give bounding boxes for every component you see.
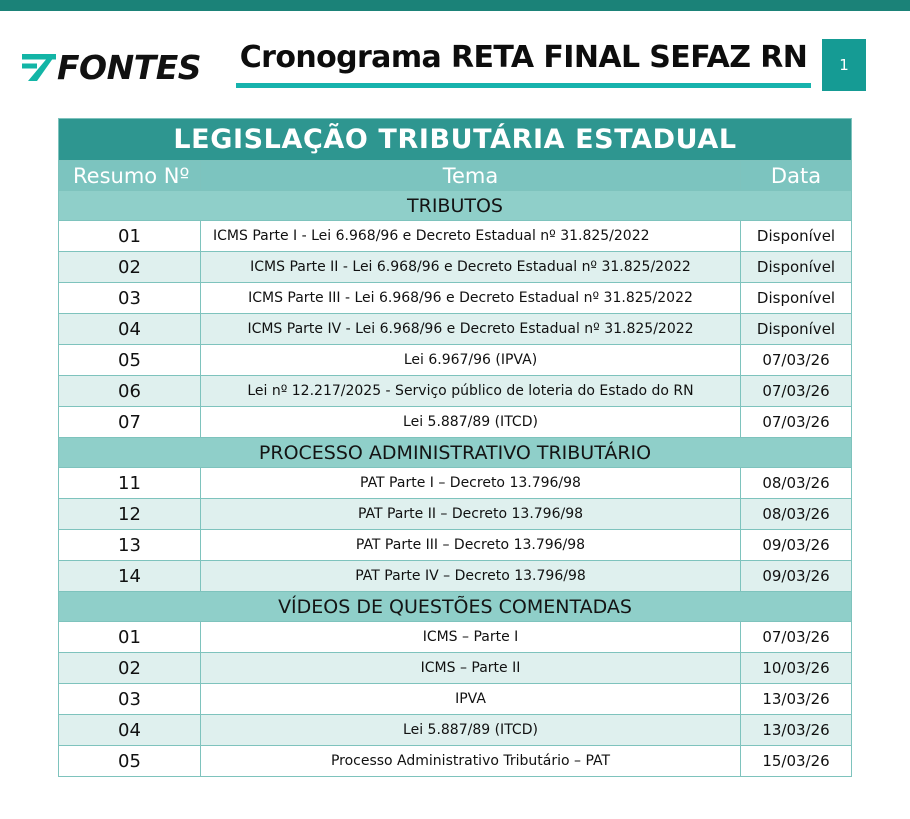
schedule-table bbox=[58, 118, 852, 777]
cell-resumo-numero: 05 bbox=[59, 746, 201, 777]
cell-data: Disponível bbox=[741, 221, 852, 252]
cell-data: 08/03/26 bbox=[741, 499, 852, 530]
cell-data: 07/03/26 bbox=[741, 622, 852, 653]
page-number-badge: 1 bbox=[822, 39, 866, 91]
cell-resumo-numero: 03 bbox=[59, 684, 201, 715]
section-header-title: VÍDEOS DE QUESTÕES COMENTADAS bbox=[59, 592, 852, 622]
fontes-logo bbox=[22, 47, 201, 87]
cell-data: Disponível bbox=[741, 283, 852, 314]
cell-tema: PAT Parte IV – Decreto 13.796/98 bbox=[201, 561, 741, 592]
cell-resumo-numero: 02 bbox=[59, 252, 201, 283]
section-header-title: PROCESSO ADMINISTRATIVO TRIBUTÁRIO bbox=[59, 438, 852, 468]
table-row[interactable] bbox=[59, 653, 852, 684]
cell-data: 09/03/26 bbox=[741, 530, 852, 561]
column-header-tema: Tema bbox=[201, 161, 741, 191]
cell-tema: Lei 5.887/89 (ITCD) bbox=[201, 407, 741, 438]
table-row[interactable] bbox=[59, 376, 852, 407]
table-row[interactable] bbox=[59, 283, 852, 314]
table-row[interactable] bbox=[59, 561, 852, 592]
cell-data: 13/03/26 bbox=[741, 684, 852, 715]
cell-tema: IPVA bbox=[201, 684, 741, 715]
cell-data: 09/03/26 bbox=[741, 561, 852, 592]
cell-tema: PAT Parte II – Decreto 13.796/98 bbox=[201, 499, 741, 530]
cell-tema: Lei 6.967/96 (IPVA) bbox=[201, 345, 741, 376]
cell-resumo-numero: 12 bbox=[59, 499, 201, 530]
column-header-resumo: Resumo Nº bbox=[59, 161, 201, 191]
cell-tema: ICMS – Parte II bbox=[201, 653, 741, 684]
section-header-title: TRIBUTOS bbox=[59, 191, 852, 221]
column-header-data: Data bbox=[741, 161, 852, 191]
table-row[interactable] bbox=[59, 221, 852, 252]
cell-resumo-numero: 02 bbox=[59, 653, 201, 684]
slide-title: Cronograma RETA FINAL SEFAZ RN bbox=[239, 40, 808, 75]
cell-tema: ICMS Parte I - Lei 6.968/96 e Decreto Estadual nº 31.825/2022 bbox=[201, 221, 741, 252]
table-row[interactable] bbox=[59, 252, 852, 283]
cell-tema: PAT Parte I – Decreto 13.796/98 bbox=[201, 468, 741, 499]
cell-tema: PAT Parte III – Decreto 13.796/98 bbox=[201, 530, 741, 561]
cell-data: Disponível bbox=[741, 314, 852, 345]
table-row[interactable] bbox=[59, 345, 852, 376]
cell-tema: ICMS Parte II - Lei 6.968/96 e Decreto Estadual nº 31.825/2022 bbox=[201, 252, 741, 283]
cell-resumo-numero: 14 bbox=[59, 561, 201, 592]
table-row[interactable] bbox=[59, 746, 852, 777]
cell-resumo-numero: 04 bbox=[59, 715, 201, 746]
cell-data: 07/03/26 bbox=[741, 345, 852, 376]
cell-tema: Lei 5.887/89 (ITCD) bbox=[201, 715, 741, 746]
cell-data: Disponível bbox=[741, 252, 852, 283]
table-banner-title: LEGISLAÇÃO TRIBUTÁRIA ESTADUAL bbox=[59, 119, 852, 161]
page-header bbox=[0, 11, 910, 108]
cell-data: 13/03/26 bbox=[741, 715, 852, 746]
table-row[interactable] bbox=[59, 499, 852, 530]
cell-resumo-numero: 07 bbox=[59, 407, 201, 438]
table-row[interactable] bbox=[59, 622, 852, 653]
fontes-seven-mark-icon bbox=[22, 54, 56, 81]
cell-resumo-numero: 01 bbox=[59, 221, 201, 252]
slide-title-block bbox=[236, 36, 811, 92]
cell-resumo-numero: 03 bbox=[59, 283, 201, 314]
title-underline bbox=[236, 83, 811, 88]
section-header-row bbox=[59, 438, 852, 468]
cell-tema: Processo Administrativo Tributário – PAT bbox=[201, 746, 741, 777]
cell-tema: ICMS Parte IV - Lei 6.968/96 e Decreto Estadual nº 31.825/2022 bbox=[201, 314, 741, 345]
cell-data: 10/03/26 bbox=[741, 653, 852, 684]
cell-data: 07/03/26 bbox=[741, 376, 852, 407]
table-row[interactable] bbox=[59, 407, 852, 438]
table-column-header-row bbox=[59, 161, 852, 191]
cell-tema: ICMS – Parte I bbox=[201, 622, 741, 653]
section-header-row bbox=[59, 191, 852, 221]
cell-data: 07/03/26 bbox=[741, 407, 852, 438]
table-row[interactable] bbox=[59, 715, 852, 746]
cell-tema: Lei nº 12.217/2025 - Serviço público de loteria do Estado do RN bbox=[201, 376, 741, 407]
table-row[interactable] bbox=[59, 468, 852, 499]
table-banner-row bbox=[59, 119, 852, 161]
cell-tema: ICMS Parte III - Lei 6.968/96 e Decreto Estadual nº 31.825/2022 bbox=[201, 283, 741, 314]
table-row[interactable] bbox=[59, 684, 852, 715]
cell-resumo-numero: 05 bbox=[59, 345, 201, 376]
cell-resumo-numero: 04 bbox=[59, 314, 201, 345]
cell-data: 15/03/26 bbox=[741, 746, 852, 777]
cell-resumo-numero: 06 bbox=[59, 376, 201, 407]
fontes-logo-word: FONTES bbox=[57, 47, 202, 87]
cell-resumo-numero: 13 bbox=[59, 530, 201, 561]
table-row[interactable] bbox=[59, 314, 852, 345]
section-header-row bbox=[59, 592, 852, 622]
cell-resumo-numero: 01 bbox=[59, 622, 201, 653]
top-accent-bar bbox=[0, 0, 910, 11]
table-row[interactable] bbox=[59, 530, 852, 561]
cell-data: 08/03/26 bbox=[741, 468, 852, 499]
cell-resumo-numero: 11 bbox=[59, 468, 201, 499]
